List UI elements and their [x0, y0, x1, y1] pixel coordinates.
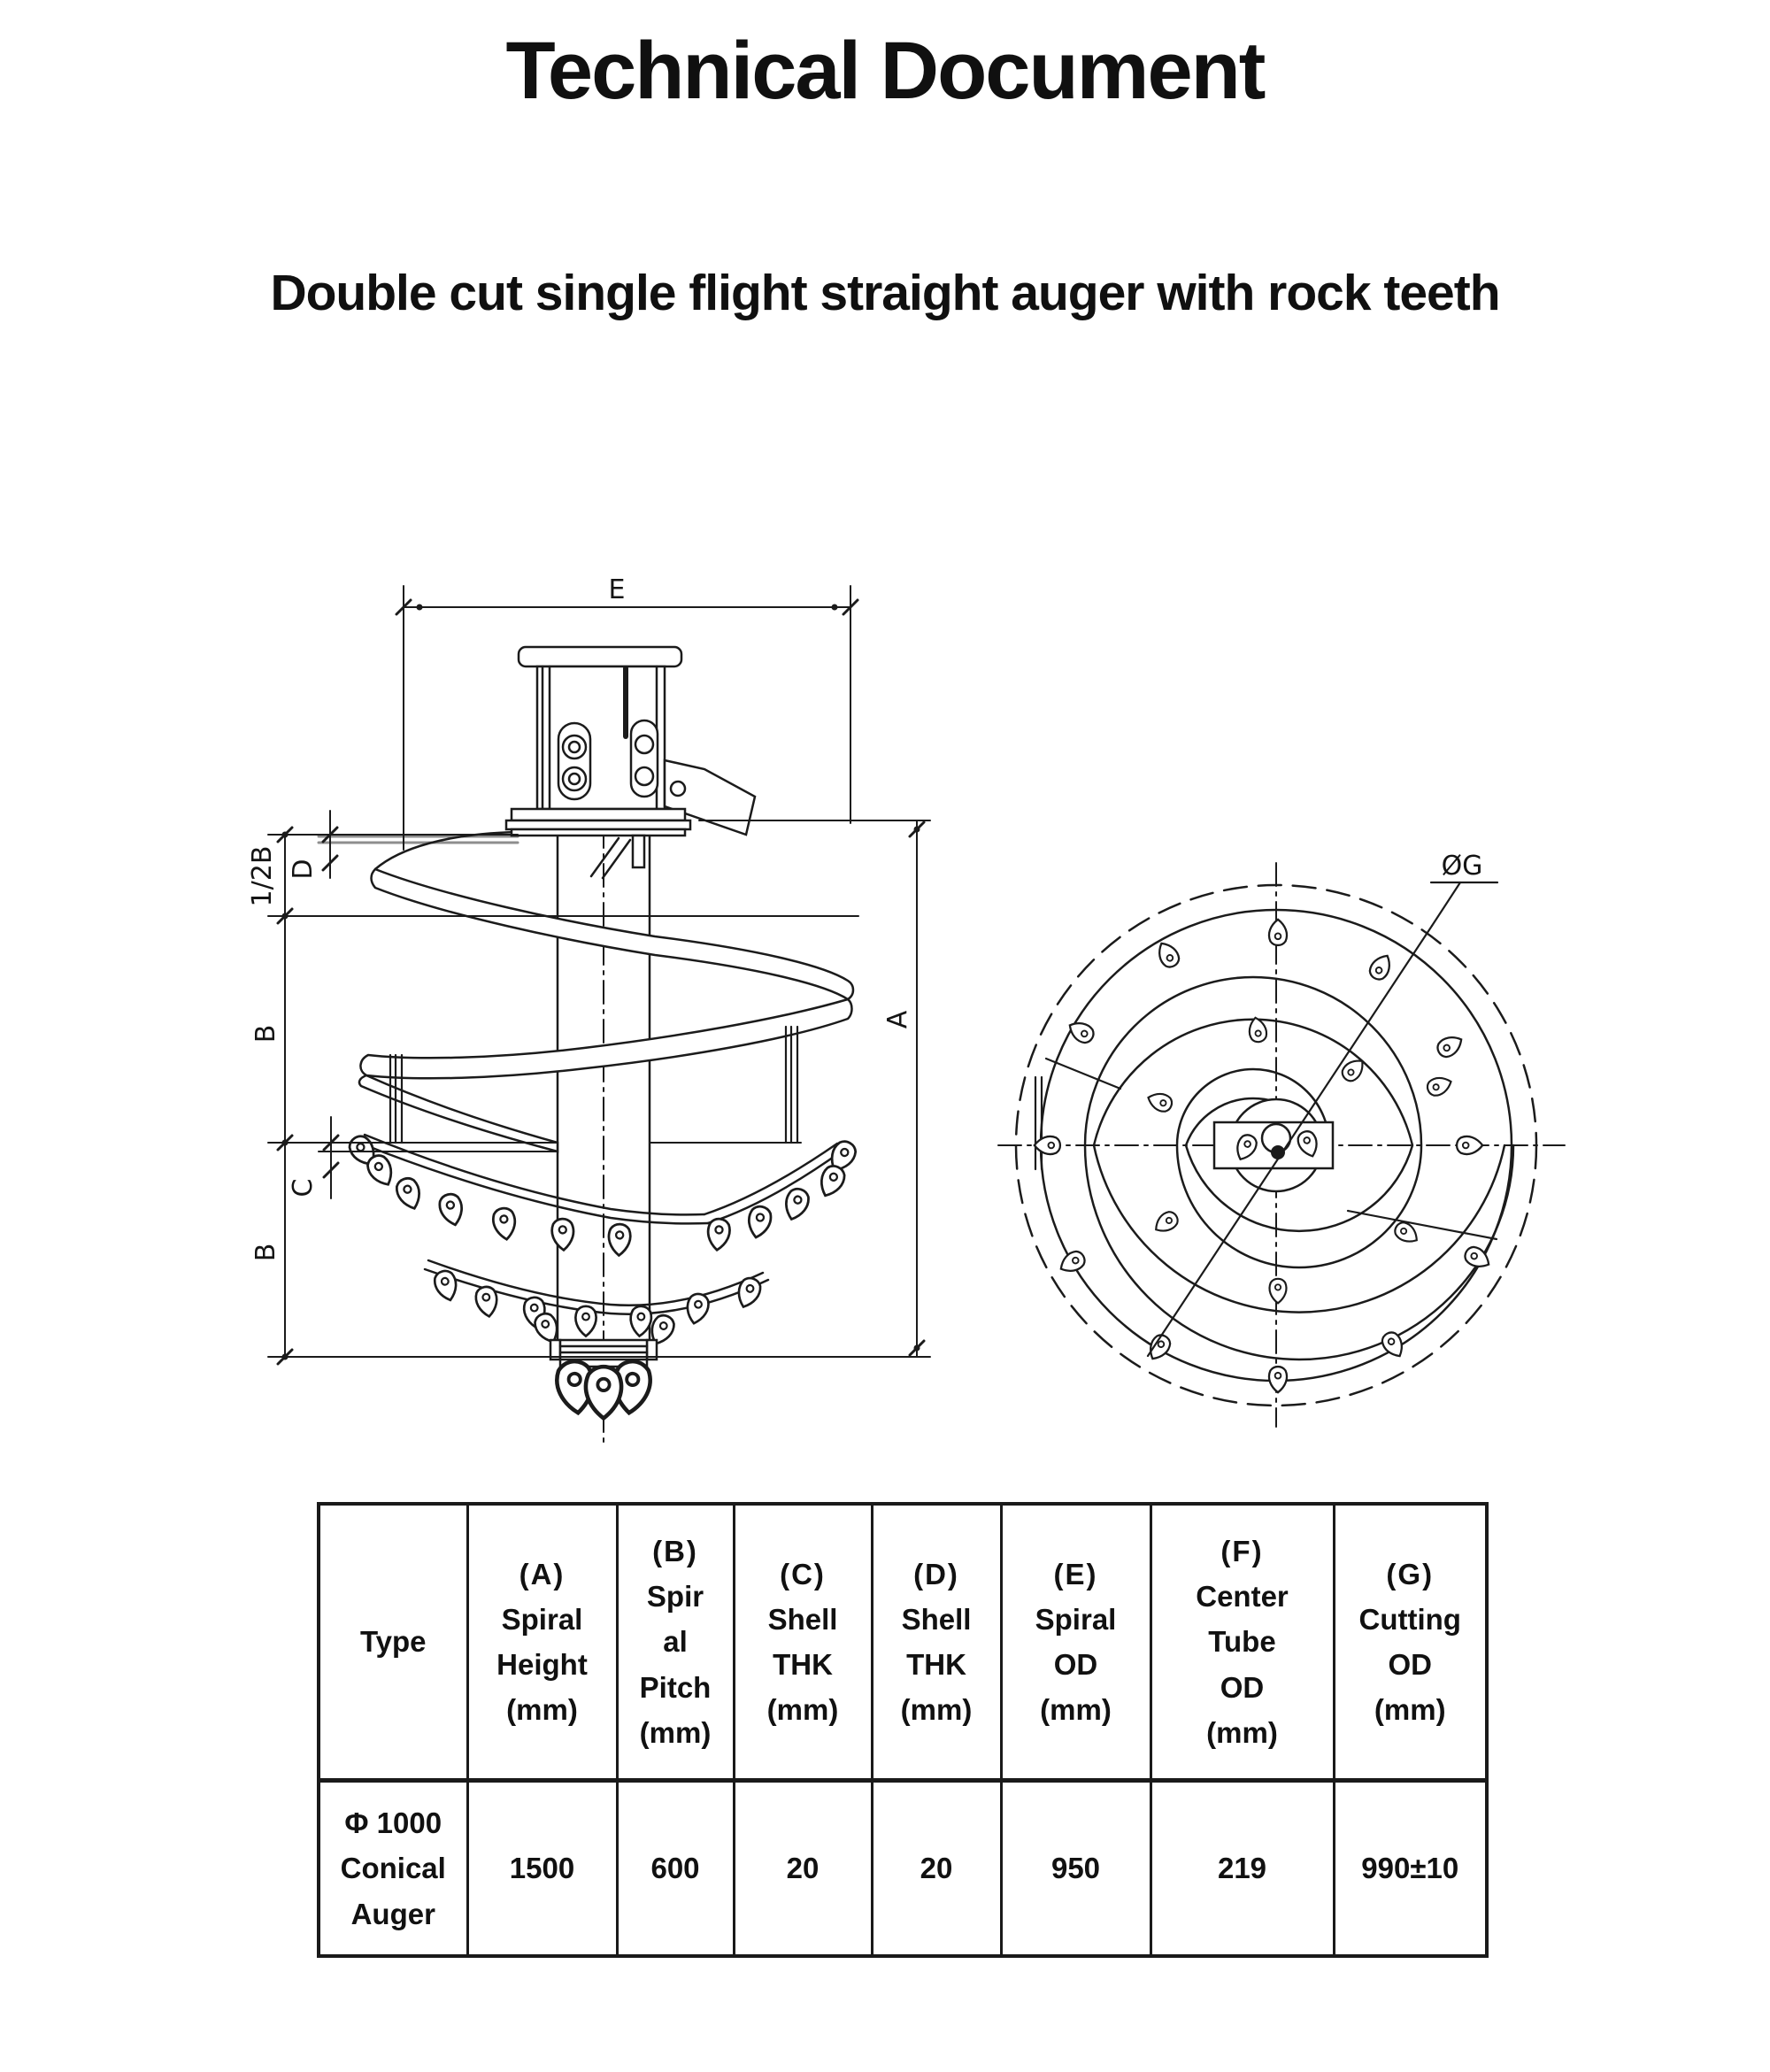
header-g-line2: OD [1388, 1648, 1432, 1681]
doc-subtitle: Double cut single flight straight auger with rock teeth [270, 265, 1500, 321]
header-cell-b [617, 1504, 734, 1781]
header-cell-type [319, 1504, 467, 1781]
header-a-unit: (mm) [506, 1693, 578, 1727]
header-g-line1: Cutting [1358, 1602, 1461, 1636]
header-f-code: (F) [1220, 1535, 1264, 1568]
header-b-line1: Spir [646, 1580, 704, 1614]
pilot-bit-top [1214, 1099, 1333, 1191]
header-b-line3: Pitch [639, 1670, 712, 1704]
dim-label-b-upper: B [250, 1024, 281, 1044]
cell-shell-thk-c: 20 [734, 1781, 872, 1957]
dim-label-b-lower: B [250, 1243, 281, 1262]
type-line-conical: Conical [340, 1852, 446, 1885]
cell-shell-thk-d: 20 [872, 1781, 1001, 1957]
header-a-line1: Spiral [501, 1602, 583, 1636]
header-b-line2: al [663, 1625, 688, 1659]
header-f-unit: (mm) [1206, 1715, 1278, 1749]
dim-label-a: A [882, 1010, 913, 1029]
header-row [319, 1504, 1487, 1781]
header-f-line1: Center [1196, 1580, 1289, 1614]
header-g-unit: (mm) [1374, 1693, 1446, 1727]
cell-spiral-pitch: 600 [617, 1781, 734, 1957]
header-c-line1: Shell [767, 1602, 838, 1636]
top-view-drawing [998, 851, 1565, 1427]
header-c-unit: (mm) [766, 1693, 839, 1727]
header-e-line1: Spiral [1035, 1602, 1117, 1636]
cell-spiral-od: 950 [1001, 1781, 1150, 1957]
header-type-label: Type [359, 1625, 427, 1659]
header-b-code: (B) [652, 1535, 698, 1568]
header-cell-a [467, 1504, 617, 1781]
dim-label-d: D [288, 859, 319, 880]
header-c-code: (C) [780, 1557, 826, 1591]
header-a-line2: Height [496, 1648, 588, 1681]
header-d-code: (D) [913, 1557, 959, 1591]
cell-cutting-od: 990±10 [1334, 1781, 1487, 1957]
header-cell-g [1334, 1504, 1487, 1781]
cell-spiral-height: 1500 [467, 1781, 617, 1957]
header-cell-f [1150, 1504, 1334, 1781]
type-line-diameter: Φ 1000 [344, 1806, 442, 1840]
dim-label-half-b: 1/2B [247, 845, 278, 907]
dim-g-leader [1148, 882, 1497, 1356]
rock-teeth-rows [346, 1132, 859, 1348]
header-a-code: (A) [519, 1557, 566, 1591]
header-c-line2: THK [773, 1648, 833, 1681]
spec-table [317, 1502, 1489, 1958]
cell-center-tube-od: 219 [1150, 1781, 1334, 1957]
header-cell-c [734, 1504, 872, 1781]
header-d-line2: THK [906, 1648, 966, 1681]
header-b-unit: (mm) [639, 1715, 712, 1749]
header-e-line2: OD [1053, 1648, 1098, 1681]
page-title: Technical Document [505, 26, 1265, 116]
header-f-line2: Tube [1208, 1625, 1276, 1659]
pilot-bit [550, 1340, 657, 1418]
header-f-line3: OD [1220, 1670, 1265, 1704]
type-line-auger: Auger [350, 1897, 435, 1930]
dim-label-e: E [608, 574, 626, 605]
header-cell-d [872, 1504, 1001, 1781]
header-d-unit: (mm) [900, 1693, 973, 1727]
spiral-flight [319, 832, 853, 1152]
dim-label-g: ØG [1441, 851, 1483, 882]
header-g-code: (G) [1386, 1557, 1435, 1591]
drive-head [506, 647, 755, 878]
header-d-line1: Shell [901, 1602, 972, 1636]
cell-type [319, 1781, 467, 1957]
header-e-code: (E) [1053, 1557, 1098, 1591]
dim-label-c: C [288, 1178, 319, 1198]
header-e-unit: (mm) [1040, 1693, 1112, 1727]
technical-drawing [0, 528, 1770, 1505]
data-row [319, 1781, 1487, 1957]
side-view-drawing [247, 574, 930, 1448]
header-cell-e [1001, 1504, 1150, 1781]
